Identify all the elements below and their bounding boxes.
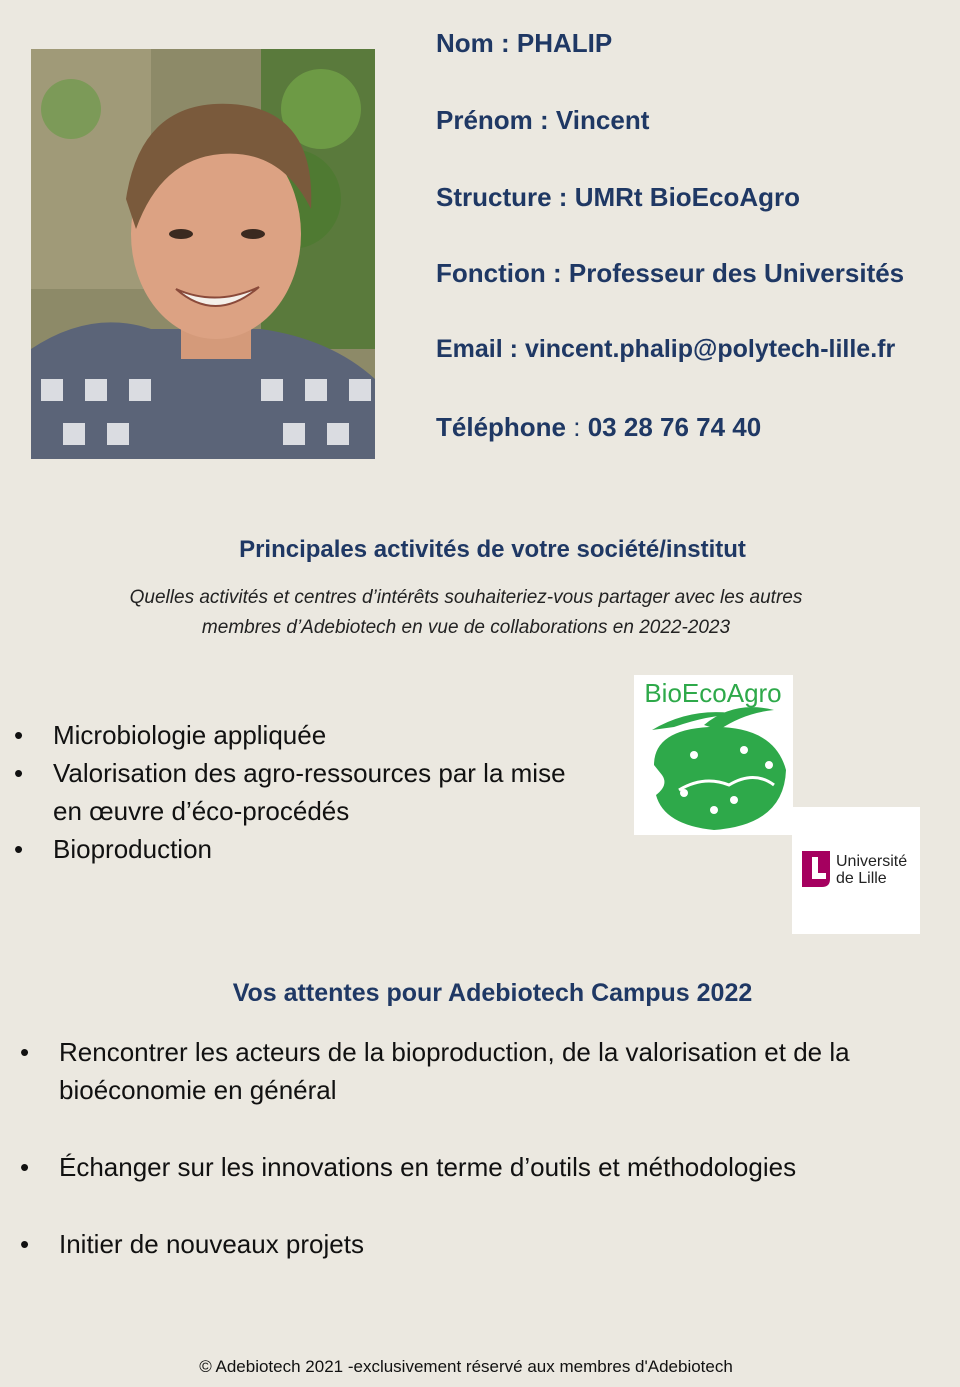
activities-question-line1: Quelles activités et centres d’intérêts souhaiteriez-vous partager avec les autres — [129, 587, 803, 608]
bioecoagro-logo-graphic — [634, 675, 793, 835]
bioecoagro-logo — [634, 675, 793, 835]
telephone-line — [436, 412, 761, 443]
profile-photo — [31, 49, 375, 459]
prenom-value: Vincent — [555, 105, 650, 135]
list-item: • Valorisation des agro-ressources par la mise en œuvre d’éco-procédés — [14, 754, 594, 830]
prenom-label: Prénom : — [436, 105, 549, 135]
lille-logo-line2: de Lille — [836, 870, 887, 887]
list-item: • Microbiologie appliquée — [14, 716, 594, 754]
fonction-label: Fonction : — [436, 258, 562, 288]
structure-line — [436, 182, 800, 213]
lille-emblem-icon — [800, 849, 832, 889]
lille-logo-line1: Université — [836, 853, 908, 870]
lille-logo-text — [836, 853, 907, 887]
portrait-illustration — [31, 49, 375, 459]
telephone-value: 03 28 76 74 40 — [587, 412, 762, 442]
prenom-line — [436, 105, 649, 136]
universite-lille-logo — [792, 807, 920, 934]
footer-copyright: © Adebiotech 2021 -exclusivement réservé aux membres d'Adebiotech — [199, 1357, 733, 1376]
nom-value: PHALIP — [516, 28, 613, 58]
telephone-label: Téléphone — [436, 412, 567, 442]
activities-question — [0, 583, 932, 643]
activities-heading: Principales activités de votre société/institut — [239, 536, 746, 563]
fonction-value: Professeur des Universités — [568, 258, 905, 288]
email-value[interactable]: vincent.phalip@polytech-lille.fr — [524, 335, 896, 363]
list-item: • Bioproduction — [14, 830, 594, 868]
list-item: • Rencontrer les acteurs de la bioproduction, de la valorisation et de la bioéconomie en général — [20, 1033, 950, 1109]
nom-label: Nom : — [436, 28, 510, 58]
email-label: Email : — [436, 335, 518, 363]
fonction-line — [436, 258, 904, 289]
expectations-list — [20, 1033, 950, 1302]
activities-list — [14, 716, 594, 868]
structure-value: UMRt BioEcoAgro — [574, 182, 801, 212]
expectations-heading: Vos attentes pour Adebiotech Campus 2022 — [232, 979, 753, 1007]
bioecoagro-logo-text: BioEcoAgro — [644, 678, 782, 708]
telephone-separator: : — [573, 412, 581, 442]
nom-line — [436, 28, 612, 59]
activities-question-line2: membres d’Adebiotech en vue de collaborations en 2022-2023 — [201, 617, 731, 638]
list-item: • Initier de nouveaux projets — [20, 1225, 950, 1263]
email-line — [436, 335, 895, 364]
list-item: • Échanger sur les innovations en terme d’outils et méthodologies — [20, 1148, 950, 1186]
structure-label: Structure : — [436, 182, 568, 212]
